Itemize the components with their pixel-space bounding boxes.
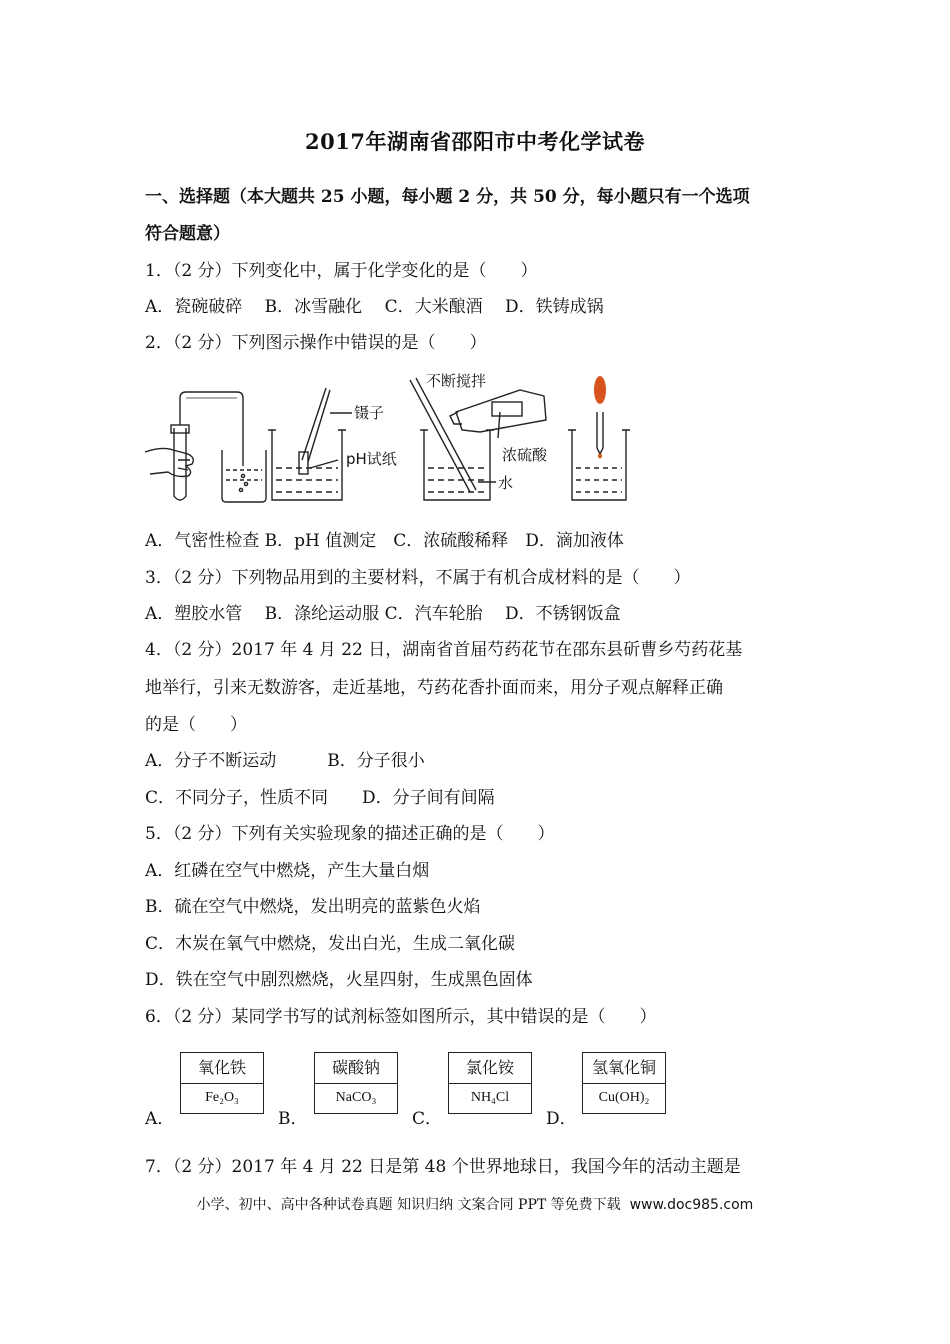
reagent-label-d: [582, 1052, 666, 1114]
footer-url[interactable]: www.doc985.com: [629, 1197, 754, 1213]
reagent-label-c: [448, 1052, 532, 1114]
beaker-d: [572, 430, 626, 500]
q6-stem: 6．（2 分）某同学书写的试剂标签如图所示，其中错误的是（ ）: [145, 1007, 657, 1027]
test-tube: [174, 428, 186, 500]
q6-option-b-letter: B．: [278, 1109, 308, 1129]
q3-options: A．塑胶水管 B．涤纶运动服 C．汽车轮胎 D．不锈钢饭盒: [145, 604, 621, 624]
label-tweezers: 镊子: [354, 404, 385, 422]
label-stirring: 不断搅拌: [426, 372, 487, 390]
reagent-name: 氯化铵: [449, 1053, 531, 1084]
q4-stem-line2: 地举行，引来无数游客，走近基地，芍药花香扑面而来，用分子观点解释正确: [145, 678, 723, 698]
section-heading: 一、选择题（本大题共 25 小题，每小题 2 分，共 50 分，每小题只有一个选项: [145, 187, 750, 207]
page-title: 2017年湖南省邵阳市中考化学试卷: [305, 129, 645, 154]
q2-stem: 2．（2 分）下列图示操作中错误的是（ ）: [145, 333, 487, 353]
reagent-formula: Cu(OH)₂: [598, 1090, 650, 1105]
q2-options: A．气密性检查 B．pH 值测定 C．浓硫酸稀释 D．滴加液体: [145, 531, 624, 551]
q5-option-d: D．铁在空气中剧烈燃烧，火星四射，生成黑色固体: [145, 970, 533, 990]
q4-stem-line1: 4．（2 分）2017 年 4 月 22 日，湖南省首届芍药花节在邵东县斫曹乡芍药花基: [145, 640, 743, 660]
reagent-bottle: [456, 390, 546, 432]
dropper-icon: [597, 412, 603, 454]
q6-option-a-letter: A．: [145, 1109, 175, 1129]
reagent-name: 氢氧化铜: [583, 1053, 665, 1084]
section-heading-cont: 符合题意）: [145, 224, 230, 244]
q6-option-d-letter: D．: [546, 1109, 577, 1129]
tweezers-icon: [302, 388, 330, 462]
q4-stem-line3: 的是（ ）: [145, 715, 247, 735]
dropper-bulb-icon: [594, 376, 606, 404]
q1-stem: 1．（2 分）下列变化中，属于化学变化的是（ ）: [145, 261, 538, 281]
q7-stem: 7．（2 分）2017 年 4 月 22 日是第 48 个世界地球日，我国今年的活动主题是: [145, 1157, 741, 1177]
reagent-name: 氧化铁: [181, 1053, 263, 1084]
q3-stem: 3．（2 分）下列物品用到的主要材料，不属于有机合成材料的是（ ）: [145, 568, 691, 588]
reagent-label-a: [180, 1052, 264, 1114]
label-acid: 浓硫酸: [502, 446, 548, 464]
q6-option-c-letter: C．: [412, 1109, 443, 1129]
beaker-c: [424, 430, 490, 500]
label-water: 水: [498, 474, 514, 492]
q4-options-row2: C．不同分子，性质不同 D．分子间有间隔: [145, 788, 495, 808]
reagent-formula: NH₄Cl: [470, 1090, 510, 1105]
q4-options-row1: A．分子不断运动 B．分子很小: [145, 751, 425, 771]
footer-text: 小学、初中、高中各种试卷真题 知识归纳 文案合同 PPT 等免费下载: [196, 1197, 621, 1213]
reagent-formula: Fe₂O₃: [205, 1090, 239, 1105]
label-ph-paper: pH试纸: [346, 450, 397, 468]
q5-option-a: A．红磷在空气中燃烧，产生大量白烟: [145, 861, 430, 881]
lab-operations-figure: [140, 368, 640, 508]
q1-options: A．瓷碗破碎 B．冰雪融化 C．大米酿酒 D．铁铸成锅: [145, 297, 604, 317]
q5-option-c: C．木炭在氧气中燃烧，发出白光，生成二氧化碳: [145, 934, 516, 954]
q5-stem: 5．（2 分）下列有关实验现象的描述正确的是（ ）: [145, 824, 555, 844]
footer: [0, 1194, 950, 1214]
reagent-label-b: [314, 1052, 398, 1114]
glass-rod: [410, 378, 476, 492]
reagent-name: 碳酸钠: [315, 1053, 397, 1084]
q5-option-b: B．硫在空气中燃烧，发出明亮的蓝紫色火焰: [145, 897, 481, 917]
beaker-b: [272, 430, 342, 500]
reagent-formula: NaCO₃: [335, 1090, 377, 1105]
